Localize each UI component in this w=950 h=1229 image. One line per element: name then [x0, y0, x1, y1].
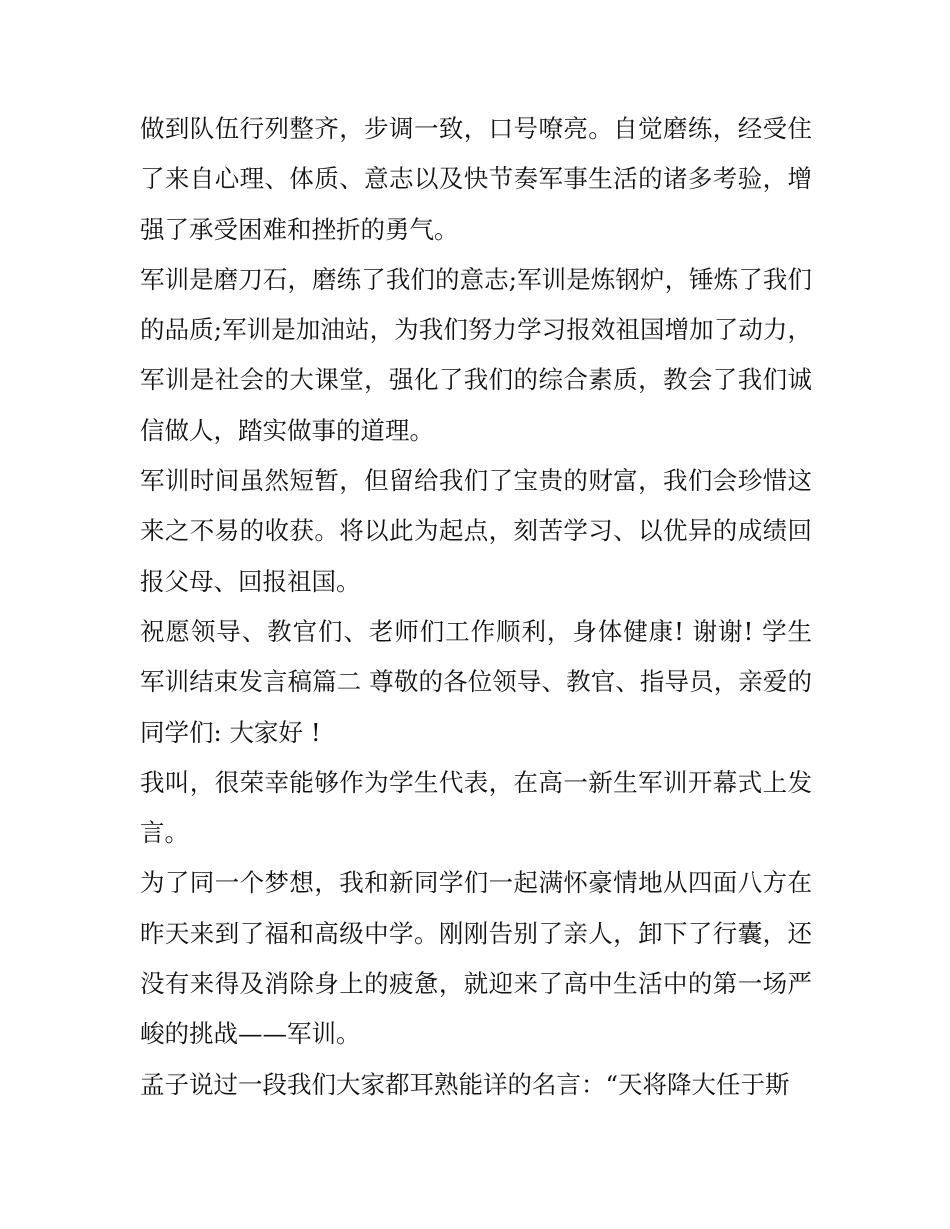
- paragraph-4: 祝愿领导、教官们、老师们工作顺利，身体健康! 谢谢! 学生军训结束发言稿篇二 尊敬的各位领导、教官、指导员，亲爱的同学们: 大家好 !: [140, 616, 812, 747]
- document-body: [140, 104, 812, 1110]
- paragraph-5: 我叫，很荣幸能够作为学生代表，在高一新生军训开幕式上发言。: [140, 767, 812, 848]
- paragraph-2: 军训是磨刀石，磨练了我们的意志;军训是炼钢炉，锤炼了我们的品质;军训是加油站，为我们努力学习报效祖国增加了动力，军训是社会的大课堂，强化了我们的综合素质，教会了我们诚信做人，踏实做事的道理。: [140, 264, 812, 445]
- paragraph-7: 孟子说过一段我们大家都耳熟能详的名言：“天将降大任于斯: [140, 1069, 790, 1099]
- paragraph-3: 军训时间虽然短暂，但留给我们了宝贵的财富，我们会珍惜这来之不易的收获。将以此为起点，刻苦学习、以优异的成绩回报父母、回报祖国。: [140, 466, 812, 596]
- paragraph-6: 为了同一个梦想，我和新同学们一起满怀豪情地从四面八方在昨天来到了福和高级中学。刚刚告别了亲人，卸下了行囊，还没有来得及消除身上的疲惫，就迎来了高中生活中的第一场严峻的挑战——军训。: [140, 868, 812, 1049]
- paragraph-1: 做到队伍行列整齐，步调一致，口号嘹亮。自觉磨练，经受住了来自心理、体质、意志以及快节奏军事生活的诸多考验，增强了承受困难和挫折的勇气。: [140, 114, 812, 244]
